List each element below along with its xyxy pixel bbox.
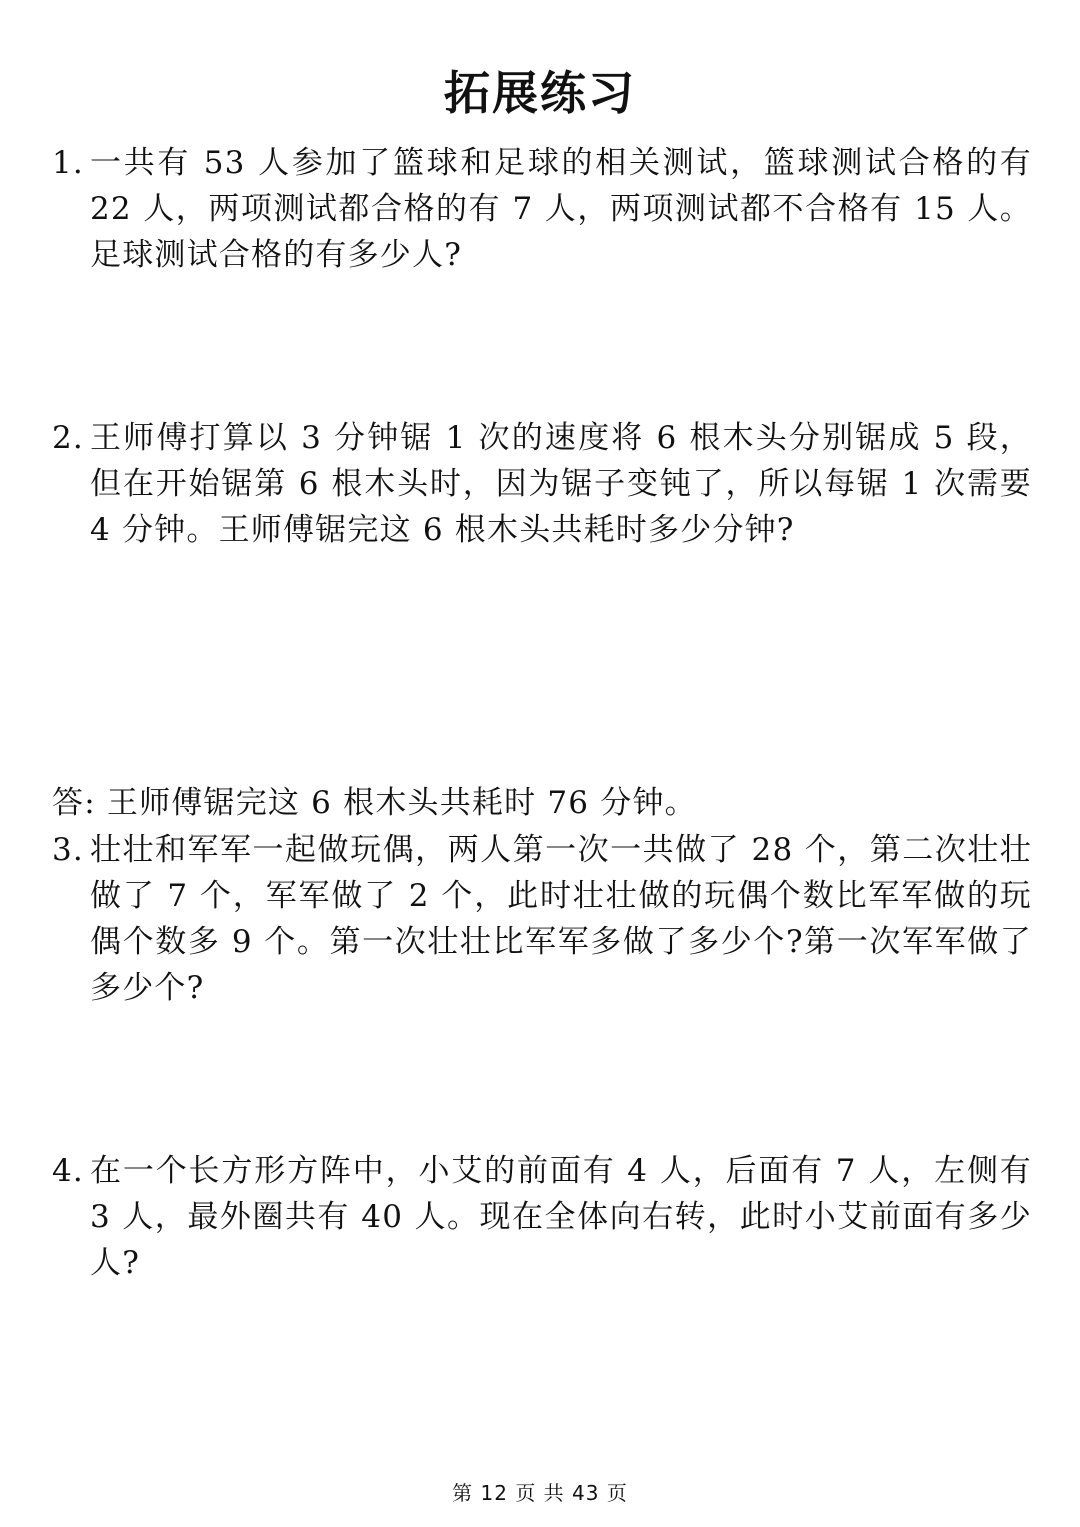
problem-4 xyxy=(52,1148,1032,1286)
problem-number: 2. xyxy=(52,420,84,456)
problem-text: 壮壮和军军一起做玩偶，两人第一次一共做了 28 个，第二次壮壮做了 7 个，军军做了 2 个，此时壮壮做的玩偶个数比军军做的玩偶个数多 9 个。第一次壮壮比军军多做了多少个?第一次军军做了多少个? xyxy=(90,832,1032,1006)
answer-2: 答: 王师傅锯完这 6 根木头共耗时 76 分钟。 xyxy=(52,785,697,821)
problem-2 xyxy=(52,415,1032,553)
problem-number: 4. xyxy=(52,1153,84,1189)
page-title: 拓展练习 xyxy=(444,66,636,120)
problem-text: 王师傅打算以 3 分钟锯 1 次的速度将 6 根木头分别锯成 5 段，但在开始锯第 6 根木头时，因为锯子变钝了，所以每锯 1 次需要 4 分钟。王师傅锯完这 6 根木头共耗时多少分钟? xyxy=(90,420,1032,548)
problem-1 xyxy=(52,140,1032,278)
problem-number: 3. xyxy=(52,832,84,868)
problem-3 xyxy=(52,827,1032,1011)
problem-text: 在一个长方形方阵中，小艾的前面有 4 人，后面有 7 人，左侧有 3 人，最外圈共有 40 人。现在全体向右转，此时小艾前面有多少人? xyxy=(90,1153,1032,1281)
problem-text: 一共有 53 人参加了篮球和足球的相关测试，篮球测试合格的有 22 人，两项测试都合格的有 7 人，两项测试都不合格有 15 人。足球测试合格的有多少人? xyxy=(90,145,1032,273)
page-footer: 第 12 页 共 43 页 xyxy=(452,1481,628,1505)
problem-number: 1. xyxy=(52,145,84,181)
